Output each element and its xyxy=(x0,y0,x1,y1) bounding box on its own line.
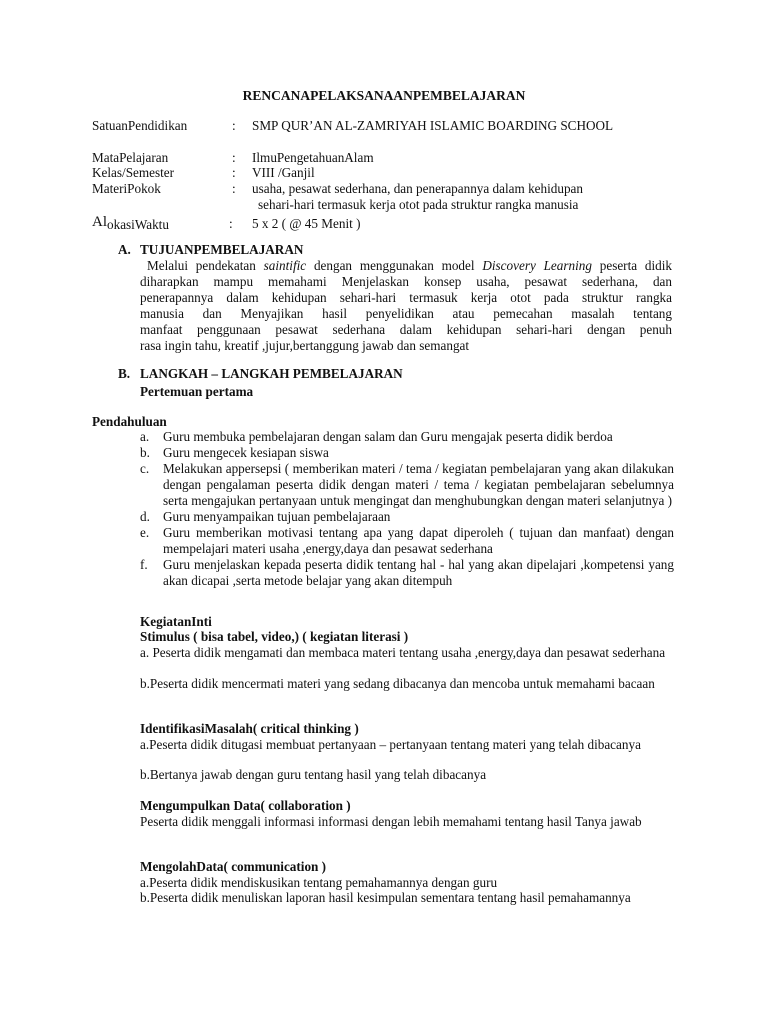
document-title: RENCANAPELAKSANAANPEMBELAJARAN xyxy=(242,88,526,103)
alokasi-label xyxy=(92,214,169,230)
satuan-label: SatuanPendidikan xyxy=(92,118,188,133)
list-marker: e. xyxy=(140,525,150,540)
section-a-number: A. xyxy=(118,242,131,257)
kelas-label: Kelas/Semester xyxy=(92,165,175,180)
list-item-text: Guru menyampaikan tujuan pembelajaraan xyxy=(163,509,391,524)
list-marker: f. xyxy=(140,557,148,572)
materi-value-line-1: usaha, pesawat sederhana, dan penerapannya dalam kehidupan xyxy=(252,181,584,196)
colon: : xyxy=(232,150,236,165)
colon: : xyxy=(232,118,236,133)
materi-value-line-2: sehari-hari termasuk kerja otot pada struktur rangka manusia xyxy=(258,197,579,212)
alokasi-label-a: Al xyxy=(92,214,107,230)
mapel-value: IlmuPengetahuanAlam xyxy=(252,150,374,165)
list-item-text: Guru mengecek kesiapan siswa xyxy=(163,445,329,460)
tujuan-line-2: diharapkan mampu memahami Menjelaskan konsep usaha, pesawat sederhana, dan xyxy=(140,274,672,289)
identifikasi-item-b: b.Bertanya jawab dengan guru tentang hasil yang telah dibacanya xyxy=(140,767,487,782)
mengolah-item-a: a.Peserta didik mendiskusikan tentang pemahamannya dengan guru xyxy=(140,875,498,890)
alokasi-label-b: okasiWaktu xyxy=(107,217,169,232)
list-item-text: Guru memberikan motivasi tentang apa yang dapat diperoleh ( tujuan dan manfaat) dengan mempelajari materi usaha ,energy,daya dan pesawat sederhana xyxy=(163,525,674,556)
list-item xyxy=(140,557,674,589)
pendahuluan-list xyxy=(140,429,674,589)
pendahuluan-heading: Pendahuluan xyxy=(92,414,167,429)
list-item-text: Melakukan appersepsi ( memberikan materi / tema / kegiatan pembelajaran yang akan dilakukan dengan pengalaman peserta didik dengan materi / tema / kegiatan pembelajaran sebelumnya serta mengajukan pertanyaan untuk mengingat dan menghubungkan dengan materi selanjutnya ) xyxy=(163,461,674,508)
list-item xyxy=(140,429,674,445)
stimulus-heading: Stimulus ( bisa tabel, video,) ( kegiatan literasi ) xyxy=(140,629,409,644)
mengolah-heading: MengolahData( communication ) xyxy=(140,859,327,874)
colon: : xyxy=(232,165,236,180)
list-item xyxy=(140,525,674,557)
list-item-text: Guru membuka pembelajaran dengan salam dan Guru mengajak peserta didik berdoa xyxy=(163,429,613,444)
stimulus-item-b-text: b.Peserta didik mencermati materi yang sedang dibacanya dan mencoba untuk memahami bacaan xyxy=(140,676,655,691)
alokasi-value: 5 x 2 ( @ 45 Menit ) xyxy=(252,216,361,231)
list-item xyxy=(140,509,674,525)
mengumpulkan-paragraph xyxy=(140,814,674,830)
identifikasi-item-a xyxy=(140,737,674,753)
stimulus-item-b xyxy=(140,676,674,692)
list-marker: c. xyxy=(140,461,150,476)
section-b-heading xyxy=(118,366,403,382)
kelas-value: VIII /Ganjil xyxy=(252,165,315,180)
tujuan-text: peserta didik xyxy=(591,258,672,273)
tujuan-text: Melalui pendekatan xyxy=(147,258,264,273)
list-item xyxy=(140,445,674,461)
kegiatan-inti-heading: KegiatanInti xyxy=(140,614,212,629)
colon: : xyxy=(229,216,233,231)
mengumpulkan-text: Peserta didik menggali informasi informasi dengan lebih memahami tentang hasil Tanya jawab xyxy=(140,814,642,829)
list-item-text: Guru menjelaskan kepada peserta didik tentang hal - hal yang akan dipelajari ,kompetensi yang akan dicapai ,serta metode belajar yang akan ditempuh xyxy=(163,557,674,588)
list-marker: d. xyxy=(140,509,150,524)
tujuan-line-6: rasa ingin tahu, kreatif ,jujur,bertanggung jawab dan semangat xyxy=(140,338,470,353)
tujuan-emphasis: Discovery Learning xyxy=(482,258,592,273)
mengolah-item-b: b.Peserta didik menuliskan laporan hasil kesimpulan sementara tentang hasil pemahamannya xyxy=(140,890,631,905)
section-b-title: LANGKAH – LANGKAH PEMBELAJARAN xyxy=(140,366,403,381)
satuan-value: SMP QUR’AN AL-ZAMRIYAH ISLAMIC BOARDING SCHOOL xyxy=(252,118,614,133)
stimulus-item-a xyxy=(140,645,674,661)
list-marker: a. xyxy=(140,429,150,444)
materi-label: MateriPokok xyxy=(92,181,161,196)
mengumpulkan-heading: Mengumpulkan Data( collaboration ) xyxy=(140,798,351,813)
tujuan-line-5: manfaat penggunaan pesawat sederhana dalam kehidupan sehari-hari dengan penuh xyxy=(140,322,672,337)
tujuan-line-1 xyxy=(140,258,672,274)
tujuan-paragraph xyxy=(140,258,672,354)
identifikasi-heading: IdentifikasiMasalah( critical thinking ) xyxy=(140,721,359,736)
section-b-number: B. xyxy=(118,366,131,381)
stimulus-item-a-text: a. Peserta didik mengamati dan membaca materi tentang usaha ,energy,daya dan pesawat sederhana xyxy=(140,645,666,660)
list-item xyxy=(140,461,674,509)
list-marker: b. xyxy=(140,445,150,460)
section-b-subtitle: Pertemuan pertama xyxy=(140,384,254,399)
mapel-label: MataPelajaran xyxy=(92,150,169,165)
tujuan-emphasis: saintific xyxy=(263,258,307,273)
section-a-heading xyxy=(118,242,303,258)
tujuan-line-4: manusia dan Menyajikan hasil penyelidikan atau pemecahan masalah tentang xyxy=(140,306,672,321)
tujuan-line-3: penerapannya dalam kehidupan sehari-hari termasuk kerja otot pada struktur rangka xyxy=(140,290,672,305)
tujuan-text: dengan menggunakan model xyxy=(306,258,483,273)
identifikasi-item-a-text: a.Peserta didik ditugasi membuat pertanyaan – pertanyaan tentang materi yang telah dibacanya xyxy=(140,737,641,752)
section-a-title: TUJUANPEMBELAJARAN xyxy=(140,242,304,257)
colon: : xyxy=(232,181,236,196)
